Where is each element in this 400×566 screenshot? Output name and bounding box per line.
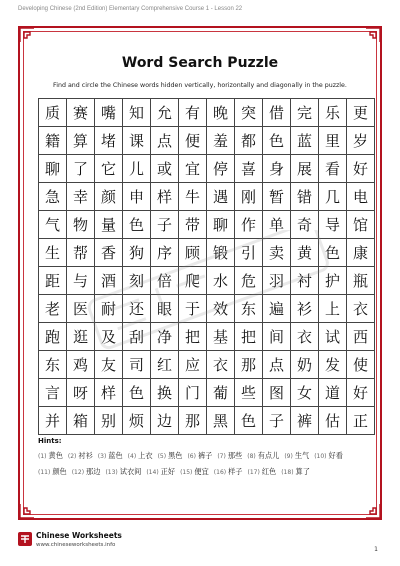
hint-number: (10) — [314, 453, 327, 460]
grid-cell[interactable]: 了 — [67, 155, 95, 183]
grid-cell[interactable]: 图 — [263, 379, 291, 407]
hint-word: 正好 — [160, 466, 176, 476]
grid-cell[interactable]: 好 — [347, 155, 375, 183]
grid-cell[interactable]: 申 — [123, 183, 151, 211]
grid-cell[interactable]: 友 — [95, 351, 123, 379]
grid-cell[interactable]: 好 — [347, 379, 375, 407]
grid-row — [39, 407, 375, 435]
grid-cell[interactable]: 作 — [235, 211, 263, 239]
hint-number: (6) — [187, 453, 196, 460]
grid-cell[interactable]: 与 — [67, 267, 95, 295]
grid-cell[interactable]: 有 — [179, 99, 207, 127]
grid-cell[interactable]: 停 — [207, 155, 235, 183]
hint-number: (18) — [281, 468, 294, 476]
grid-cell[interactable]: 司 — [123, 351, 151, 379]
hint-item — [180, 465, 209, 481]
hint-word: 样子 — [228, 466, 243, 476]
grid-cell[interactable]: 色 — [263, 127, 291, 155]
hint-number: (8) — [247, 453, 256, 460]
grid-cell[interactable]: 效 — [207, 295, 235, 323]
grid-row — [39, 183, 375, 211]
hint-item — [38, 465, 67, 481]
grid-cell[interactable]: 估 — [319, 407, 347, 435]
hint-word: 颜色 — [52, 466, 67, 476]
hint-number: (4) — [127, 453, 137, 460]
grid-cell[interactable]: 正 — [347, 407, 375, 435]
grid-cell[interactable]: 借 — [263, 99, 291, 127]
hints-heading: Hints: — [38, 437, 62, 445]
grid-cell[interactable]: 几 — [319, 183, 347, 211]
hint-number: (1) — [38, 453, 47, 460]
grid-cell[interactable]: 锻 — [207, 239, 235, 267]
grid-cell[interactable]: 爬 — [179, 267, 207, 295]
grid-cell[interactable]: 狗 — [123, 239, 151, 267]
grid-cell[interactable]: 错 — [291, 183, 319, 211]
grid-cell[interactable]: 馆 — [347, 211, 375, 239]
grid-cell[interactable]: 色 — [235, 407, 263, 435]
grid-cell[interactable]: 并 — [39, 407, 67, 435]
hint-word: 蓝色 — [108, 451, 123, 460]
chinese-worksheets-logo-icon — [18, 532, 32, 546]
grid-cell[interactable]: 知 — [123, 99, 151, 127]
grid-cell[interactable]: 鸡 — [67, 351, 95, 379]
grid-cell[interactable]: 牛 — [179, 183, 207, 211]
corner-ornament-icon — [364, 502, 382, 520]
grid-cell[interactable]: 于 — [179, 295, 207, 323]
grid-cell[interactable]: 允 — [151, 99, 179, 127]
grid-cell[interactable]: 身 — [263, 155, 291, 183]
grid-cell[interactable]: 酒 — [95, 267, 123, 295]
grid-cell[interactable]: 女 — [291, 379, 319, 407]
grid-cell[interactable]: 那 — [235, 351, 263, 379]
hint-number: (12) — [71, 468, 85, 476]
grid-cell[interactable]: 带 — [179, 211, 207, 239]
hint-number: (2) — [67, 453, 77, 460]
hint-word: 好看 — [328, 451, 343, 460]
grid-cell[interactable]: 别 — [95, 407, 123, 435]
grid-cell[interactable]: 幸 — [67, 183, 95, 211]
hint-word: 黄色 — [48, 451, 63, 460]
grid-cell[interactable]: 刻 — [123, 267, 151, 295]
grid-cell[interactable]: 倍 — [151, 267, 179, 295]
grid-cell[interactable]: 羞 — [207, 127, 235, 155]
grid-cell[interactable]: 箱 — [67, 407, 95, 435]
hint-word: 那边 — [86, 466, 101, 476]
grid-cell[interactable]: 净 — [151, 323, 179, 351]
grid-cell[interactable]: 帮 — [67, 239, 95, 267]
hint-item — [105, 465, 141, 481]
grid-cell[interactable]: 赛 — [67, 99, 95, 127]
grid-cell[interactable]: 及 — [95, 323, 123, 351]
grid-cell[interactable]: 跑 — [39, 323, 67, 351]
hint-item — [217, 449, 242, 465]
grid-cell[interactable]: 门 — [179, 379, 207, 407]
footer-brand: Chinese Worksheets — [36, 531, 122, 540]
grid-cell[interactable]: 课 — [123, 127, 151, 155]
hint-item — [98, 449, 123, 465]
grid-cell[interactable]: 蓝 — [291, 127, 319, 155]
grid-cell[interactable]: 质 — [39, 99, 67, 127]
hint-word: 生气 — [294, 451, 310, 460]
grid-cell[interactable]: 刮 — [123, 323, 151, 351]
hint-word: 黑色 — [168, 451, 183, 460]
grid-cell[interactable]: 道 — [319, 379, 347, 407]
grid-cell[interactable]: 衬 — [291, 267, 319, 295]
hint-item — [281, 465, 310, 481]
grid-cell[interactable]: 水 — [207, 267, 235, 295]
grid-cell[interactable]: 导 — [319, 211, 347, 239]
grid-cell[interactable]: 完 — [291, 99, 319, 127]
grid-cell[interactable]: 展 — [291, 155, 319, 183]
grid-cell[interactable]: 突 — [235, 99, 263, 127]
hint-word: 上衣 — [138, 451, 153, 460]
grid-cell[interactable]: 色 — [123, 379, 151, 407]
grid-cell[interactable]: 儿 — [123, 155, 151, 183]
grid-cell[interactable]: 籍 — [39, 127, 67, 155]
grid-cell[interactable]: 点 — [151, 127, 179, 155]
corner-ornament-icon — [18, 502, 36, 520]
grid-cell[interactable]: 言 — [39, 379, 67, 407]
grid-cell[interactable]: 都 — [235, 127, 263, 155]
hint-item — [247, 449, 279, 465]
grid-cell[interactable]: 康 — [347, 239, 375, 267]
grid-cell[interactable]: 逛 — [67, 323, 95, 351]
grid-cell[interactable]: 使 — [347, 351, 375, 379]
grid-row — [39, 99, 375, 127]
hint-word: 红色 — [261, 466, 277, 476]
grid-cell[interactable]: 乐 — [319, 99, 347, 127]
grid-cell[interactable]: 刚 — [235, 183, 263, 211]
hint-word: 裤子 — [197, 451, 213, 460]
grid-cell[interactable]: 边 — [151, 407, 179, 435]
page-number: 1 — [374, 546, 378, 553]
grid-cell[interactable]: 换 — [151, 379, 179, 407]
hint-number: (5) — [157, 453, 167, 460]
grid-cell[interactable]: 物 — [67, 211, 95, 239]
grid-cell[interactable]: 西 — [347, 323, 375, 351]
grid-cell[interactable]: 把 — [179, 323, 207, 351]
grid-cell[interactable]: 单 — [263, 211, 291, 239]
grid-cell[interactable]: 危 — [235, 267, 263, 295]
grid-cell[interactable]: 衣 — [291, 323, 319, 351]
hint-item — [248, 465, 277, 481]
grid-cell[interactable]: 量 — [95, 211, 123, 239]
grid-cell[interactable]: 色 — [319, 239, 347, 267]
grid-cell[interactable]: 老 — [39, 295, 67, 323]
grid-cell[interactable]: 应 — [179, 351, 207, 379]
grid-cell[interactable]: 气 — [39, 211, 67, 239]
grid-cell[interactable]: 电 — [347, 183, 375, 211]
grid-cell[interactable]: 遍 — [263, 295, 291, 323]
grid-cell[interactable]: 东 — [235, 295, 263, 323]
grid-cell[interactable]: 更 — [347, 99, 375, 127]
grid-cell[interactable]: 生 — [39, 239, 67, 267]
grid-cell[interactable]: 它 — [95, 155, 123, 183]
grid-cell[interactable]: 那 — [179, 407, 207, 435]
grid-row — [39, 239, 375, 267]
grid-row — [39, 155, 375, 183]
grid-cell[interactable]: 岁 — [347, 127, 375, 155]
grid-row — [39, 379, 375, 407]
grid-cell[interactable]: 发 — [319, 351, 347, 379]
course-header: Developing Chinese (2nd Edition) Elementary Comprehensive Course 1 - Lesson 22 — [18, 6, 243, 12]
word-search-grid — [38, 98, 375, 435]
hint-word: 算了 — [295, 466, 310, 476]
grid-cell[interactable]: 奇 — [291, 211, 319, 239]
footer-site: www.chineseworksheets.info — [36, 542, 116, 548]
hint-word: 有点儿 — [257, 451, 280, 460]
grid-cell[interactable]: 或 — [151, 155, 179, 183]
grid-row — [39, 267, 375, 295]
hint-word: 便宜 — [194, 466, 209, 476]
hints-list — [38, 449, 368, 480]
grid-cell[interactable]: 样 — [95, 379, 123, 407]
grid-cell[interactable]: 试 — [319, 323, 347, 351]
grid-cell[interactable]: 衣 — [347, 295, 375, 323]
hint-item — [146, 465, 175, 481]
grid-cell[interactable]: 暂 — [263, 183, 291, 211]
grid-cell[interactable]: 黄 — [291, 239, 319, 267]
grid-cell[interactable]: 眼 — [151, 295, 179, 323]
corner-ornament-icon — [364, 26, 382, 44]
grid-cell[interactable]: 羽 — [263, 267, 291, 295]
grid-cell[interactable]: 耐 — [95, 295, 123, 323]
hint-number: (9) — [284, 453, 293, 460]
hint-number: (13) — [105, 468, 118, 476]
page-title: Word Search Puzzle — [121, 55, 279, 71]
hint-number: (15) — [180, 468, 193, 476]
grid-cell[interactable]: 看 — [319, 155, 347, 183]
grid-cell[interactable]: 基 — [207, 323, 235, 351]
grid-row — [39, 211, 375, 239]
hint-item — [187, 449, 212, 465]
hint-word: 衬衫 — [78, 451, 93, 460]
grid-cell[interactable]: 子 — [151, 211, 179, 239]
grid-cell[interactable]: 遇 — [207, 183, 235, 211]
grid-cell[interactable]: 堵 — [95, 127, 123, 155]
grid-cell[interactable]: 聊 — [207, 211, 235, 239]
grid-cell[interactable]: 喜 — [235, 155, 263, 183]
grid-cell[interactable]: 些 — [235, 379, 263, 407]
grid-cell[interactable]: 点 — [263, 351, 291, 379]
grid-cell[interactable]: 衫 — [291, 295, 319, 323]
hint-number: (11) — [38, 468, 51, 476]
grid-row — [39, 295, 375, 323]
grid-row — [39, 351, 375, 379]
grid-cell[interactable]: 样 — [151, 183, 179, 211]
instructions: Find and circle the Chinese words hidden vertically, horizontally and diagonally in the puzzle. — [53, 82, 347, 89]
grid-cell[interactable]: 急 — [39, 183, 67, 211]
hint-item — [68, 449, 93, 465]
corner-ornament-icon — [18, 26, 36, 44]
grid-cell[interactable]: 宜 — [179, 155, 207, 183]
hint-item — [314, 449, 343, 465]
hint-word: 那些 — [227, 451, 243, 460]
hint-item — [284, 449, 309, 465]
hint-number: (17) — [247, 468, 260, 476]
grid-cell[interactable]: 护 — [319, 267, 347, 295]
grid-cell[interactable]: 嘴 — [95, 99, 123, 127]
grid-cell[interactable]: 色 — [123, 211, 151, 239]
hint-item — [72, 465, 101, 481]
grid-cell[interactable]: 上 — [319, 295, 347, 323]
hint-number: (7) — [217, 453, 226, 460]
grid-cell[interactable]: 香 — [95, 239, 123, 267]
hint-item — [214, 465, 243, 481]
grid-cell[interactable]: 裤 — [291, 407, 319, 435]
hint-number: (3) — [97, 453, 107, 460]
grid-cell[interactable]: 呀 — [67, 379, 95, 407]
grid-cell[interactable]: 颜 — [95, 183, 123, 211]
grid-cell[interactable]: 奶 — [291, 351, 319, 379]
hint-word: 试衣间 — [119, 466, 142, 476]
grid-cell[interactable]: 间 — [263, 323, 291, 351]
grid-cell[interactable]: 距 — [39, 267, 67, 295]
grid-cell[interactable]: 便 — [179, 127, 207, 155]
grid-cell[interactable]: 瓶 — [347, 267, 375, 295]
grid-cell[interactable]: 引 — [235, 239, 263, 267]
hint-number: (14) — [146, 468, 159, 476]
grid-cell[interactable]: 里 — [319, 127, 347, 155]
grid-cell[interactable]: 烦 — [123, 407, 151, 435]
grid-cell[interactable]: 黑 — [207, 407, 235, 435]
grid-cell[interactable]: 卖 — [263, 239, 291, 267]
hint-number: (16) — [213, 468, 227, 476]
grid-cell[interactable]: 医 — [67, 295, 95, 323]
grid-cell[interactable]: 葡 — [207, 379, 235, 407]
grid-cell[interactable]: 东 — [39, 351, 67, 379]
grid-cell[interactable]: 衣 — [207, 351, 235, 379]
hint-item — [128, 449, 153, 465]
hint-item — [38, 449, 63, 465]
hint-item — [158, 449, 183, 465]
grid-cell[interactable]: 算 — [67, 127, 95, 155]
grid-row — [39, 323, 375, 351]
grid-row — [39, 127, 375, 155]
grid-cell[interactable]: 顾 — [179, 239, 207, 267]
grid-cell[interactable]: 还 — [123, 295, 151, 323]
grid-cell[interactable]: 子 — [263, 407, 291, 435]
grid-cell[interactable]: 把 — [235, 323, 263, 351]
grid-cell[interactable]: 红 — [151, 351, 179, 379]
grid-cell[interactable]: 晚 — [207, 99, 235, 127]
grid-cell[interactable]: 聊 — [39, 155, 67, 183]
grid-cell[interactable]: 序 — [151, 239, 179, 267]
